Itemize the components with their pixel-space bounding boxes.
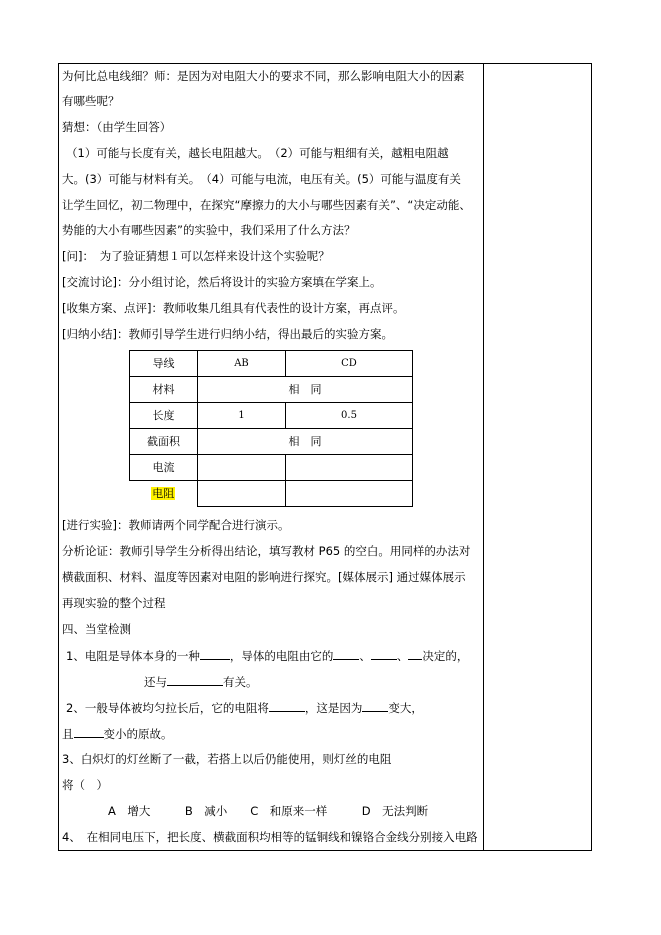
answer-blank (362, 700, 388, 712)
text-line: [归纳小结]：教师引导学生进行归纳小结，得出最后的实验方案。 (62, 327, 393, 341)
q2-text: 2、一般导体被均匀拉长后，它的电阻将 (66, 701, 269, 715)
table-cell: 1 (198, 403, 286, 429)
quiz-question-3-cont: 将（ ） (62, 778, 108, 792)
text-line: [交流讨论]：分小组讨论，然后将设计的实验方案填在学案上。 (62, 275, 382, 289)
text-line: （1）可能与长度有关，越长电阻越大。 （2）可能与粗细有关，越粗电阻越 (66, 146, 449, 160)
text-line: 横截面积、材料、温度等因素对电阻的影响进行探究。[媒体展示] 通过媒体展示 (62, 570, 466, 584)
answer-blank (200, 648, 230, 660)
answer-blank (333, 648, 359, 660)
table-cell: 电流 (130, 455, 198, 481)
table-row (130, 481, 413, 507)
text-line: 有哪些呢？ (62, 94, 120, 108)
text-line: 势能的大小有哪些因素”的实验中，我们采用了什么方法？ (62, 223, 356, 237)
q1-text: 还与 (144, 675, 167, 689)
table-cell: 0.5 (286, 403, 413, 429)
text-line: 再现实验的整个过程 (62, 596, 166, 610)
table-cell-empty (198, 481, 286, 507)
text-line: 让学生回忆，初二物理中，在探究“摩擦力的大小与哪些因素有关”、“决定动能、 (62, 198, 471, 212)
table-cell: 截面积 (130, 429, 198, 455)
table-cell: 相 同 (198, 377, 413, 403)
text-line: 大。(3）可能与材料有关。 （4）可能与电流，电压有关。(5）可能与温度有关 (62, 172, 461, 186)
table-cell: AB (198, 351, 286, 377)
answer-blank (167, 674, 223, 686)
quiz-question-2-cont (62, 726, 173, 741)
q2-text: 变小的原故。 (103, 727, 173, 741)
table-cell: 导线 (130, 351, 198, 377)
table-cell: 相 同 (198, 429, 413, 455)
quiz-options: A 增大 B 减小 C 和原来一样 D 无法判断 (108, 804, 429, 818)
section-heading: 四、当堂检测 (62, 622, 131, 636)
q1-text: 、 (396, 649, 409, 663)
answer-blank (408, 648, 422, 660)
text-line: 分析论证：教师引导学生分析得出结论，填写教材 P65 的空白。用同样的办法对 (62, 544, 471, 558)
quiz-question-3: 3、白炽灯的灯丝断了一截，若搭上以后仍能使用，则灯丝的电阻 (62, 752, 392, 766)
table-row (130, 429, 413, 455)
table-cell-empty (198, 455, 286, 481)
table-row (130, 377, 413, 403)
q1-text: ，导体的电阻由它的 (229, 649, 334, 663)
text-line: [收集方案、点评]：教师收集几组具有代表性的设计方案，再点评。 (62, 301, 405, 315)
q2-text: 且 (62, 727, 74, 741)
answer-blank (269, 700, 305, 712)
table-cell (130, 481, 198, 507)
answer-blank (74, 726, 104, 738)
q1-text: 1、电阻是导体本身的一种 (66, 649, 200, 663)
question-line: [问]： 为了验证猜想１可以怎样来设计这个实验呢？ (62, 249, 330, 263)
column-divider (483, 63, 484, 851)
q1-text: 有关。 (223, 675, 258, 689)
table-row (130, 403, 413, 429)
quiz-question-2 (66, 700, 423, 715)
q1-text: 、 (359, 649, 371, 663)
text-line: 为何比总电线细？师：是因为对电阻大小的要求不同，那么影响电阻大小的因素 (62, 69, 465, 83)
table-row (130, 351, 413, 377)
table-cell: 长度 (130, 403, 198, 429)
text-line: [进行实验]：教师请两个同学配合进行演示。 (62, 518, 290, 532)
experiment-table (129, 350, 413, 507)
q2-text: 变大， (388, 701, 423, 715)
quiz-question-4: 4、 在相同电压下，把长度、横截面积均相等的锰铜线和镍铬合金线分别接入电路 (62, 830, 478, 844)
q1-text: 决定的， (422, 649, 469, 663)
table-cell-empty (286, 455, 413, 481)
highlighted-label: 电阻 (152, 486, 175, 500)
quiz-question-1 (66, 648, 468, 663)
table-cell: CD (286, 351, 413, 377)
table-cell: 材料 (130, 377, 198, 403)
quiz-question-1-cont (144, 674, 258, 689)
table-row (130, 455, 413, 481)
answer-blank (371, 648, 397, 660)
q2-text: ，这是因为 (304, 701, 363, 715)
table-cell-empty (286, 481, 413, 507)
text-line: 猜想：（由学生回答） (62, 120, 172, 134)
